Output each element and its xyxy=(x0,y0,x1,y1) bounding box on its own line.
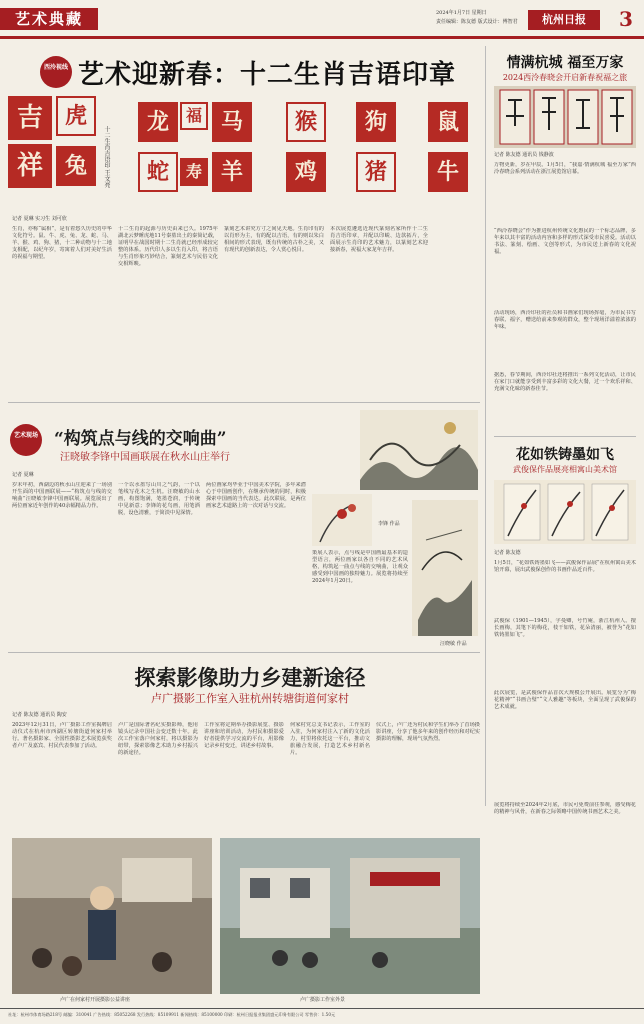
seal-impression: 猪 xyxy=(356,152,396,192)
image-caption: 卢广在何家村开展摄影公益讲座 xyxy=(60,997,131,1003)
article1-paragraph: 生肖，亦称“属相”，是有着悠久历史的中华文化符号。鼠、牛、虎、兔、龙、蛇、马、羊、猴、鸡、狗、猪，十二种动物与十二地支相配，以纪年岁，寄寓着人们对美好生活的祝福与期望。 xyxy=(12,226,112,261)
seal-impression: 蛇 xyxy=(138,152,178,192)
sidebar-rule xyxy=(494,436,636,437)
sidebar2-byline: 记者 陈友德 xyxy=(494,550,521,556)
sidebar2-title: 花如铁铸墨如飞 xyxy=(516,447,614,463)
seal-impression: 鼠 xyxy=(428,102,468,142)
sidebar1-byline: 记者 陈友德 通讯员 钱静波 xyxy=(494,152,554,158)
article3-subtitle: 卢广摄影工作室入驻杭州转塘街道何家村 xyxy=(151,692,349,705)
article3-byline: 记者 陈友德 通讯员 陶安 xyxy=(12,712,67,718)
seal-grid xyxy=(8,96,478,212)
sidebar2-paragraph: 1月5日，“花如铁铸墨如飞——武俊保作品展”在杭州寓山美术馆开幕，展出武俊保创作的书画作品近百件。 xyxy=(494,560,636,574)
footer-rule xyxy=(0,1008,644,1009)
seal-impression: 兔 xyxy=(56,146,96,186)
section-rule xyxy=(8,402,480,403)
page-number: 3 xyxy=(619,7,633,31)
image-caption: 卢广摄影工作室外景 xyxy=(300,997,346,1003)
column-divider xyxy=(485,46,486,806)
lecture-photo xyxy=(12,838,212,994)
article1-title: 艺术迎新春：十二生肖吉语印章 xyxy=(78,60,457,90)
seal-impression: 狗 xyxy=(356,102,396,142)
scroll-painting xyxy=(412,500,478,636)
landscape-painting xyxy=(360,410,478,490)
sidebar1-paragraph: 活动现场，西泠印社的社员和书画家们现场挥毫，为市民书写春联、福字，赠送给前来参观的群众，整个现场洋溢着浓浓的年味。 xyxy=(494,310,636,331)
seal-impression: 吉 xyxy=(8,96,52,140)
seal-impression: 猴 xyxy=(286,102,326,142)
sidebar1-paragraph: 据悉，春节期间，西泠印社还将推出一系列文化活动，让市民在家门口就能享受到丰富多彩的文化大餐，过一个欢乐祥和、充满文化味的新春佳节。 xyxy=(494,372,636,393)
lecture-photo-image xyxy=(12,838,212,994)
article2-title: “构筑点与线的交响曲” xyxy=(54,429,227,449)
ink-painting-image xyxy=(494,480,636,544)
article2-byline: 记者 夏琳 xyxy=(12,472,34,478)
sidebar1-paragraph: “西泠春晓会”作为推进杭州传统文化惠民的一个标志品牌，多年来以其丰富的活动内容和多样的形式深受市民喜爱。活动以书法、篆刻、绘画、文创等形式，为市民送上新春的文化祝福。 xyxy=(494,228,636,256)
image-caption: 李锋 作品 xyxy=(378,521,400,527)
studio-photo-image xyxy=(220,838,480,994)
article1-byline: 记者 夏琳 实习生 刘可欣 xyxy=(12,216,67,222)
flower-painting xyxy=(312,494,372,546)
article2-badge: 艺术现场 xyxy=(10,424,42,456)
sidebar2-paragraph: 武俊保（1901—1945），字曼卿，号竹庵，浙江杭州人。擅长画梅，其笔下的梅花，枝干如铁，花朵清丽，被誉为“花如铁铸墨如飞”。 xyxy=(494,618,636,639)
article1-badge: 西泠视线 xyxy=(40,56,72,88)
article3-paragraph: 何家村党总支书记表示，工作室的入驻，为何家村注入了新的文化活力，村里将依托这一平台，推动文旅融合发展，打造艺术乡村新名片。 xyxy=(290,722,370,757)
sidebar2-paragraph: 此次展览，是武俊保作品首次大规模公开展出。展览分为“梅花精神”“书画合璧”“文人雅趣”等板块，全面呈现了武俊保的艺术成就。 xyxy=(494,690,636,711)
calligraphy-photo xyxy=(494,86,636,148)
article3-paragraph: 仪式上，卢广还为村民和学生们举办了首场摄影讲座，分享了他多年来的创作经历和对纪实摄影的理解，现场气氛热烈。 xyxy=(376,722,480,743)
header-rule xyxy=(0,36,644,39)
article2-subtitle: 汪晓敏李锋中国画联展在秋水山庄举行 xyxy=(60,452,230,463)
seal-impression: 寿 xyxy=(180,158,208,186)
paper-logo: 杭州日报 xyxy=(528,10,600,30)
article3-paragraph: 2023年12月31日，卢广摄影工作室揭牌启动仪式在杭州市西湖区转塘街道何家村举行。著名摄影家、全国性摄影艺术展览获奖者卢广及嘉宾、村民代表参加了活动。 xyxy=(12,722,112,750)
studio-photo xyxy=(220,838,480,994)
sidebar2-subtitle: 武俊保作品展亮相寓山美术馆 xyxy=(513,465,617,474)
seal-impression: 鸡 xyxy=(286,152,326,192)
seal-impression: 牛 xyxy=(428,152,468,192)
article1-paragraph: 十二生肖的起源与历史由来已久。1975年湖北云梦睡虎地11号秦墓出土的秦简记载，证明早在战国时期十二生肖就已经形成较完整的体系。历代印人多以生肖入印，将吉语与生肖形象巧妙结合，篆刻艺术与民俗文化交相辉映。 xyxy=(118,226,218,268)
article1-paragraph: 本次展览遴选近现代篆刻名家所作十二生肖吉语印章，并配以印蜕、边款拓片，全面展示生肖印的艺术魅力，以篆刻艺术迎接新春，祝福大家龙年吉祥。 xyxy=(330,226,428,254)
issue-date: 2024年1月7日 星期日 xyxy=(436,10,487,16)
event-photo xyxy=(494,86,636,148)
article3-paragraph: 卢广是国际著名纪实摄影师，他用镜头记录中国社会变迁数十年。此次工作室落户何家村，将以摄影为纽带，探索影像艺术助力乡村振兴的新途径。 xyxy=(118,722,198,757)
seal-impression: 马 xyxy=(212,102,252,142)
article2-paragraph: 策展人表示，点与线是中国画最基本的造型语言，两位画家以各自不同的艺术风格，构筑起一曲点与线的交响曲，让观众感受到中国画的独特魅力。展览将持续至2024年1月20日。 xyxy=(312,550,408,585)
seal-impression: 虎 xyxy=(56,96,96,136)
ink-painting-image xyxy=(412,500,478,636)
article3-title: 探索影像助力乡建新途径 xyxy=(134,665,366,690)
editors-line: 责任编辑：陈友德 版式设计：傅智君 xyxy=(436,19,518,25)
article2-paragraph: 岁末年初，西湖边的秋水山庄迎来了一场别开生面的中国画联展——“构筑点与线的交响曲”汪晓敏李锋中国画联展。展览展出了两位画家近年创作的40余幅精品力作。 xyxy=(12,482,112,510)
seal-caption: 十二生肖吉语印 王文亮 xyxy=(103,126,110,188)
section-title: 艺术典藏 xyxy=(0,8,98,30)
sidebar2-paragraph: 展览将持续至2024年2月底，市民可免费前往参观，感受梅花的精神与风骨，在新春之际领略中国传统书画艺术之美。 xyxy=(494,802,636,816)
ink-painting-image xyxy=(312,494,372,546)
ink-painting-image xyxy=(360,410,478,490)
article2-paragraph: 两位画家均毕业于中国美术学院，多年来潜心于中国画创作，在继承传统的同时，积极探索中国画的当代表达。此次联展，是两位画家艺术道路上的一次对话与交流。 xyxy=(206,482,306,510)
article3-paragraph: 工作室将定期举办摄影展览、摄影讲座和培训活动，为村民和摄影爱好者提供学习交流的平台，用影像记录乡村变迁，讲述乡村故事。 xyxy=(204,722,284,750)
sidebar1-title: 情满杭城 福至万家 xyxy=(506,55,624,71)
footer-info: 社址：杭州市体育场路218号 邮编：310041 广告热线：85052268 发行热线：85109911 新闻热线：85100000 印刷：杭州日报报业集团盛元印务有限公司 零售价：1.50元 xyxy=(8,1012,336,1017)
image-caption: 汪晓敏 作品 xyxy=(440,641,467,647)
seal-impression: 羊 xyxy=(212,152,252,192)
seal-impression: 祥 xyxy=(8,144,52,188)
seal-impression: 龙 xyxy=(138,102,178,142)
seal-impression: 福 xyxy=(180,102,208,130)
article2-paragraph: 一个以水墨写山川之气韵，一个以笔线写花木之生机。汪晓敏的山水画，构图饱满，笔墨苍润，于传统中见新意；李锋的花鸟画，用笔洒脱，设色清雅，于简淡中见深情。 xyxy=(118,482,200,517)
sidebar1-subtitle: 2024西泠春晓会开启新春祝福之旅 xyxy=(502,73,628,82)
plum-painting xyxy=(494,480,636,544)
section-rule xyxy=(8,652,480,653)
sidebar1-paragraph: 万物更新，岁在甲辰。1月5日，“我嘉·情满杭城 福至万家”西泠春晓会系列活动在浙江展览馆启幕。 xyxy=(494,162,636,176)
article1-paragraph: 篆刻艺术讲究方寸之间见天地。生肖印有的以肖形为主，有的配以吉语，有的则以朱白相间的形式表现，既有传统的古朴之美，又有现代的创新表达，令人赏心悦目。 xyxy=(224,226,324,254)
